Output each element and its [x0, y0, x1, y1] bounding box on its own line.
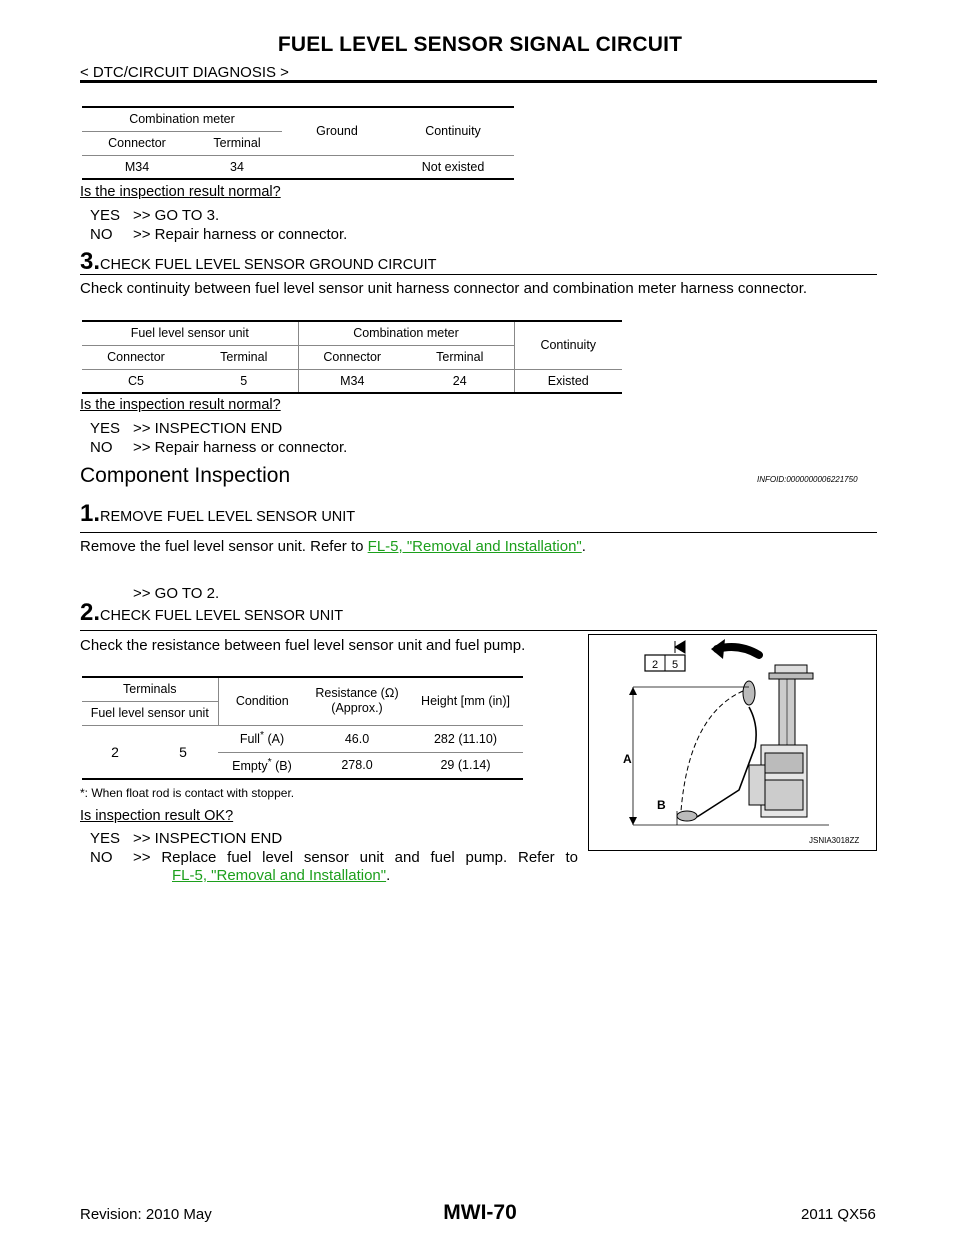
- table1-cell: Not existed: [392, 155, 514, 179]
- check3-yes-text: >> INSPECTION END: [133, 830, 283, 847]
- check2-yes-label: YES: [90, 420, 121, 437]
- page-title: FUEL LEVEL SENSOR SIGNAL CIRCUIT: [277, 33, 683, 56]
- label-a: A: [623, 752, 632, 766]
- table3-sub: Fuel level sensor unit: [82, 701, 218, 725]
- cstep1-text: [80, 538, 586, 555]
- table2-cell: M34: [298, 369, 406, 393]
- header-rule: [80, 80, 877, 83]
- step3-rule: [80, 274, 877, 275]
- table2-cell: Existed: [514, 369, 622, 393]
- table1-cell: 34: [192, 155, 282, 179]
- component-title: Component Inspection: [80, 464, 291, 487]
- cstep1-number: 1.: [80, 500, 101, 527]
- removal-link-2[interactable]: FL-5, "Removal and Installation": [172, 867, 387, 884]
- table2-cell: C5: [82, 369, 190, 393]
- terminal-2-label: 2: [652, 659, 659, 671]
- breadcrumb: < DTC/CIRCUIT DIAGNOSIS >: [80, 64, 289, 81]
- footer-page-number: MWI-70: [443, 1201, 517, 1224]
- cstep2-text: Check the resistance between fuel level sensor unit and fuel pump.: [80, 637, 526, 654]
- table3-condition: Condition: [218, 677, 306, 725]
- step3-heading: [80, 248, 437, 276]
- check3-after: .: [386, 867, 391, 884]
- table3-resistance: [306, 677, 408, 725]
- check3-yes-label: YES: [90, 830, 121, 847]
- cstep1-heading: [80, 500, 355, 528]
- label-b: B: [657, 798, 666, 812]
- resistance-table: [82, 676, 523, 780]
- table1-continuity: Continuity: [392, 107, 514, 155]
- step3-text: Check continuity between fuel level sensor unit harness connector and combination meter harness connector.: [80, 280, 808, 297]
- step3-title: CHECK FUEL LEVEL SENSOR GROUND CIRCUIT: [100, 257, 437, 273]
- fuel-sensor-illustration: [589, 635, 876, 850]
- step3-number: 3.: [80, 248, 101, 275]
- table1-ground: Ground: [282, 107, 392, 155]
- table3-terminals: Terminals: [82, 677, 218, 701]
- cstep1-text-after: .: [581, 538, 586, 555]
- terminal-5-label: 5: [672, 659, 679, 671]
- check1-question: Is the inspection result normal?: [80, 184, 281, 200]
- table3-cond-empty: [218, 752, 306, 779]
- table-note: *: When float rod is contact with stopper.: [80, 786, 295, 800]
- table2-terminal: Terminal: [190, 345, 298, 369]
- cstep1-rule: [80, 532, 877, 533]
- cstep1-title: REMOVE FUEL LEVEL SENSOR UNIT: [100, 509, 356, 525]
- check1-yes-text: >> GO TO 3.: [133, 207, 220, 224]
- table1-terminal: Terminal: [192, 131, 282, 155]
- table3-cond-suffix: (A): [264, 732, 285, 747]
- table3-cond-label: Empty: [232, 759, 268, 774]
- continuity-table-1: [82, 106, 514, 180]
- cstep2-title: CHECK FUEL LEVEL SENSOR UNIT: [100, 608, 344, 624]
- check2-question: Is the inspection result normal?: [80, 397, 281, 413]
- table3-resistance-approx: (Approx.): [331, 701, 383, 716]
- table2-continuity: Continuity: [514, 321, 622, 369]
- table1-group: Combination meter: [82, 107, 282, 131]
- table2-connector: Connector: [298, 345, 406, 369]
- footer-model: 2011 QX56: [801, 1206, 876, 1223]
- connector-symbol-icon: [675, 641, 685, 653]
- cstep1-text-before: Remove the fuel level sensor unit. Refer to: [80, 538, 368, 555]
- fuel-sensor-figure: [588, 634, 877, 851]
- table3-resistance-label: Resistance (Ω): [315, 686, 399, 701]
- table3-cell: 29 (1.14): [408, 752, 523, 779]
- cstep2-rule: [80, 630, 877, 631]
- table3-cell: 46.0: [306, 725, 408, 752]
- table3-cond-full: [218, 725, 306, 752]
- check1-no-label: NO: [90, 226, 113, 243]
- table2-cell: 5: [190, 369, 298, 393]
- cstep2-heading: [80, 599, 343, 627]
- continuity-table-2: [82, 320, 622, 394]
- table3-cell: 278.0: [306, 752, 408, 779]
- table3-term1: 2: [82, 725, 148, 779]
- check1-no-text: >> Repair harness or connector.: [133, 226, 348, 243]
- table3-height: Height [mm (in)]: [408, 677, 523, 725]
- table2-group1: Fuel level sensor unit: [82, 321, 298, 345]
- table3-star: *: [267, 757, 272, 769]
- check3-link-line: [172, 867, 390, 884]
- check2-no-label: NO: [90, 439, 113, 456]
- table1-cell: M34: [82, 155, 192, 179]
- check3-no-text: >> Replace fuel level sensor unit and fuel pump. Refer to: [133, 849, 578, 866]
- table2-cell: 24: [406, 369, 514, 393]
- figure-code: JSNIA3018ZZ: [809, 836, 860, 845]
- table3-term2: 5: [148, 725, 218, 779]
- table3-cell: 282 (11.10): [408, 725, 523, 752]
- removal-link[interactable]: FL-5, "Removal and Installation": [367, 538, 582, 555]
- info-id: INFOID:0000000006221750: [757, 475, 858, 484]
- check2-no-text: >> Repair harness or connector.: [133, 439, 348, 456]
- table1-connector: Connector: [82, 131, 192, 155]
- footer-revision: Revision: 2010 May: [80, 1206, 212, 1223]
- table3-star: *: [259, 730, 265, 742]
- table2-connector: Connector: [82, 345, 190, 369]
- table3-cond-label: Full: [239, 732, 260, 747]
- cstep1-goto: >> GO TO 2.: [133, 585, 220, 602]
- cstep2-number: 2.: [80, 599, 101, 626]
- table2-terminal: Terminal: [406, 345, 514, 369]
- check3-no-label: NO: [90, 849, 113, 866]
- float-full: [743, 681, 755, 705]
- check3-question: Is inspection result OK?: [80, 808, 234, 824]
- float-empty: [677, 811, 697, 821]
- check1-yes-label: YES: [90, 207, 121, 224]
- check2-yes-text: >> INSPECTION END: [133, 420, 283, 437]
- table2-group2: Combination meter: [298, 321, 514, 345]
- table3-cond-suffix: (B): [271, 759, 292, 774]
